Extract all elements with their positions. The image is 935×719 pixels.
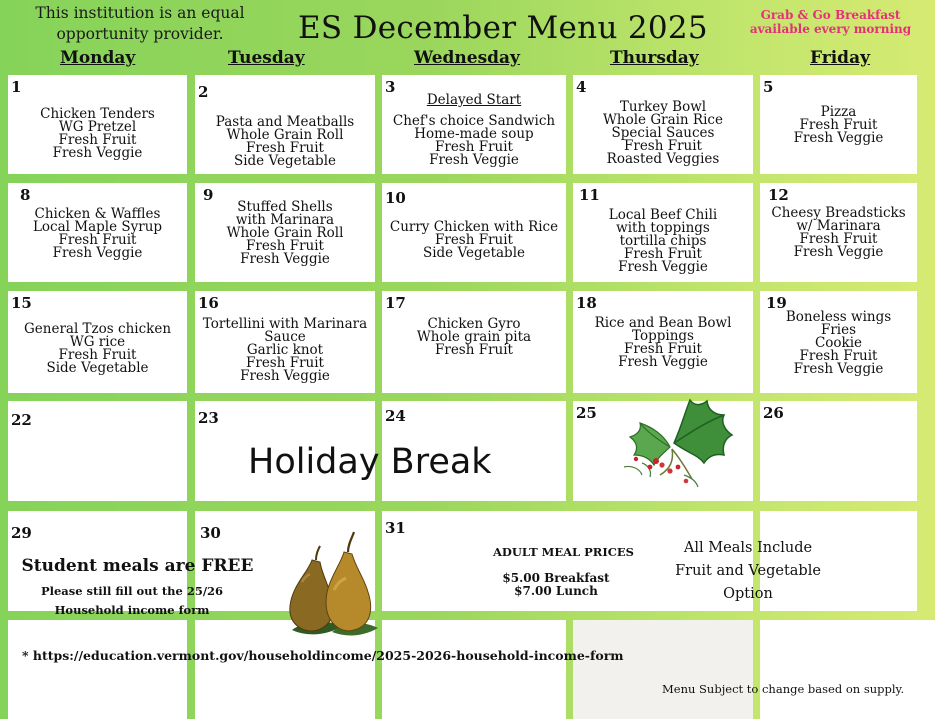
date-number: 25 [576,404,597,422]
date-number: 17 [385,294,406,312]
menu-item: Chicken & Waffles [34,206,161,222]
menu-item: Fresh Fruit [435,232,513,248]
date-number: 16 [198,294,219,312]
menu-item: Fresh Fruit [435,342,513,358]
date-number: 19 [766,294,787,312]
date-number: 15 [11,294,32,312]
day-cell [760,401,917,501]
day-cell [195,183,375,282]
date-number: 8 [20,186,31,204]
menu-item: Local Beef Chili [608,207,718,223]
day-header-friday: Friday [810,48,870,68]
menu-item: Fresh Veggie [793,130,884,146]
day-cell [382,291,566,393]
menu-items [382,318,566,357]
menu-item: WG rice [69,334,126,350]
date-number: 26 [763,404,784,422]
menu-item: Tortellini with Marinara [202,316,368,332]
adult-meal-prices-title: ADULT MEAL PRICES [493,545,634,559]
pears-icon [282,530,382,645]
menu-item: Whole Grain Rice [603,112,723,128]
menu-item: Side Vegetable [46,360,149,376]
date-number: 24 [385,407,406,425]
menu-item: Side Vegetable [422,245,526,261]
day-cell [195,291,375,393]
menu-items [8,323,187,375]
delayed-start-note: Delayed Start [426,92,522,108]
date-number: 30 [200,524,221,542]
menu-item: Special Sauces [611,125,715,141]
menu-items [195,201,375,266]
menu-item: Stuffed Shells [237,199,333,215]
day-cell [195,75,375,174]
menu-items [8,108,187,160]
menu-item: Local Maple Syrup [32,219,163,235]
menu-disclaimer: Menu Subject to change based on supply. [662,682,905,696]
date-number: 22 [11,411,32,429]
menu-item: Fresh Fruit [624,138,702,154]
page-title: ES December Menu 2025 [298,10,708,46]
household-form-note: Please still fill out the 25/26 Household income form [40,584,224,617]
adult-lunch-price: $7.00 Lunch [514,584,598,598]
student-meals-free: Student meals are FREE [21,556,254,576]
menu-item: Roasted Veggies [606,151,720,167]
menu-item: Fresh Fruit [58,232,137,248]
menu-items [195,116,375,168]
day-cell [573,183,753,282]
date-number: 4 [576,78,587,96]
menu-item: w/ Marinara [796,218,881,234]
menu-item: Toppings [632,328,694,344]
menu-items [573,101,753,166]
menu-item: Whole Grain Roll [226,225,344,241]
day-header-wednesday: Wednesday [414,48,520,68]
day-cell [573,291,753,393]
grab-and-go-note: Grab & Go Breakfast available every morning [749,8,912,36]
equal-opportunity-statement: This institution is an equal opportunity provider. [35,4,245,43]
menu-item: Pizza [820,104,857,120]
menu-item: Fresh Fruit [435,139,513,155]
menu-item: Whole Grain Roll [226,127,344,143]
day-cell [8,291,187,393]
footer-cell [382,620,566,719]
date-number: 12 [768,186,789,204]
menu-item: Fresh Veggie [793,361,884,377]
adult-breakfast-price: $5.00 Breakfast [502,571,610,585]
date-number: 5 [763,78,774,96]
menu-items [8,208,187,260]
household-income-form-url[interactable]: * https://education.vermont.gov/householdincome/2025-2026-household-income-form [22,648,624,663]
menu-items [760,106,917,145]
holiday-break-label: Holiday Break [248,442,492,482]
footer-cell [573,620,753,719]
menu-item: Cookie [814,335,863,351]
day-header-tuesday: Tuesday [228,48,305,68]
menu-item: Chicken Gyro [427,316,521,332]
adult-meal-prices [500,572,612,598]
menu-item: Fresh Veggie [240,368,330,384]
menu-items [382,94,566,167]
menu-item: Side Vegetable [233,153,337,169]
day-cell [8,401,187,501]
menu-items [760,311,917,376]
date-number: 1 [11,78,22,96]
date-number: 11 [579,186,600,204]
all-meals-include-note: All Meals Include Fruit and Vegetable Option [675,540,821,602]
date-number: 3 [385,78,396,96]
day-cell [573,75,753,174]
menu-item: Fresh Veggie [793,244,884,260]
footer-cell [8,620,187,719]
menu-item: Rice and Bean Bowl [594,315,732,331]
menu-item: Whole grain pita [416,329,532,345]
date-number: 29 [11,524,32,542]
menu-item: Fresh Veggie [52,245,143,261]
day-cell [382,75,566,174]
menu-item: WG Pretzel [58,119,137,135]
day-cell [8,75,187,174]
day-cell [760,291,917,393]
menu-item: Fresh Veggie [240,251,330,267]
day-cell [382,183,566,282]
menu-item: Fresh Veggie [618,354,708,370]
menu-item: with toppings [616,220,710,236]
menu-item: Fresh Fruit [799,231,878,247]
menu-item: Fresh Fruit [246,140,324,156]
menu-item: Fresh Fruit [624,341,702,357]
menu-item: Sauce [264,329,306,345]
menu-item: Curry Chicken with Rice [389,219,559,235]
menu-items [573,209,753,274]
day-cell [760,75,917,174]
holly-icon [612,395,740,495]
menu-item: Fresh Veggie [618,259,708,275]
date-number: 18 [576,294,597,312]
menu-item: Turkey Bowl [619,99,707,115]
date-number: 23 [198,409,219,427]
menu-item: Boneless wings [785,309,892,325]
date-number: 2 [198,83,209,101]
menu-item: Fresh Veggie [52,145,143,161]
menu-item: Fresh Fruit [799,348,878,364]
menu-item: Garlic knot [246,342,324,358]
menu-item: Fresh Fruit [624,246,702,262]
day-header-monday: Monday [60,48,136,68]
menu-items [573,317,753,369]
menu-item: Fresh Veggie [429,152,519,168]
day-cell [8,183,187,282]
menu-item: tortilla chips [619,233,707,249]
date-number: 31 [385,519,406,537]
menu-item: Cheesy Breadsticks [771,205,906,221]
footer-cell [760,620,935,719]
menu-item: Fresh Fruit [246,238,324,254]
menu-items [195,318,375,383]
menu-item: Fresh Fruit [58,132,137,148]
menu-items [760,207,917,259]
menu-item: Chef's choice Sandwich [392,113,556,129]
menu-item: Fresh Fruit [246,355,324,371]
menu-item: Fresh Fruit [799,117,878,133]
menu-items [382,221,566,260]
menu-item: Home-made soup [414,126,534,142]
day-cell [760,183,917,282]
header [0,0,935,74]
menu-item: General Tzos chicken [23,321,172,337]
menu-item: Fresh Fruit [58,347,137,363]
day-header-thursday: Thursday [610,48,699,68]
menu-item: Fries [820,322,857,338]
date-number: 9 [203,186,214,204]
menu-item: Pasta and Meatballs [215,114,355,130]
menu-item: with Marinara [235,212,335,228]
date-number: 10 [385,189,406,207]
menu-item: Chicken Tenders [40,106,155,122]
